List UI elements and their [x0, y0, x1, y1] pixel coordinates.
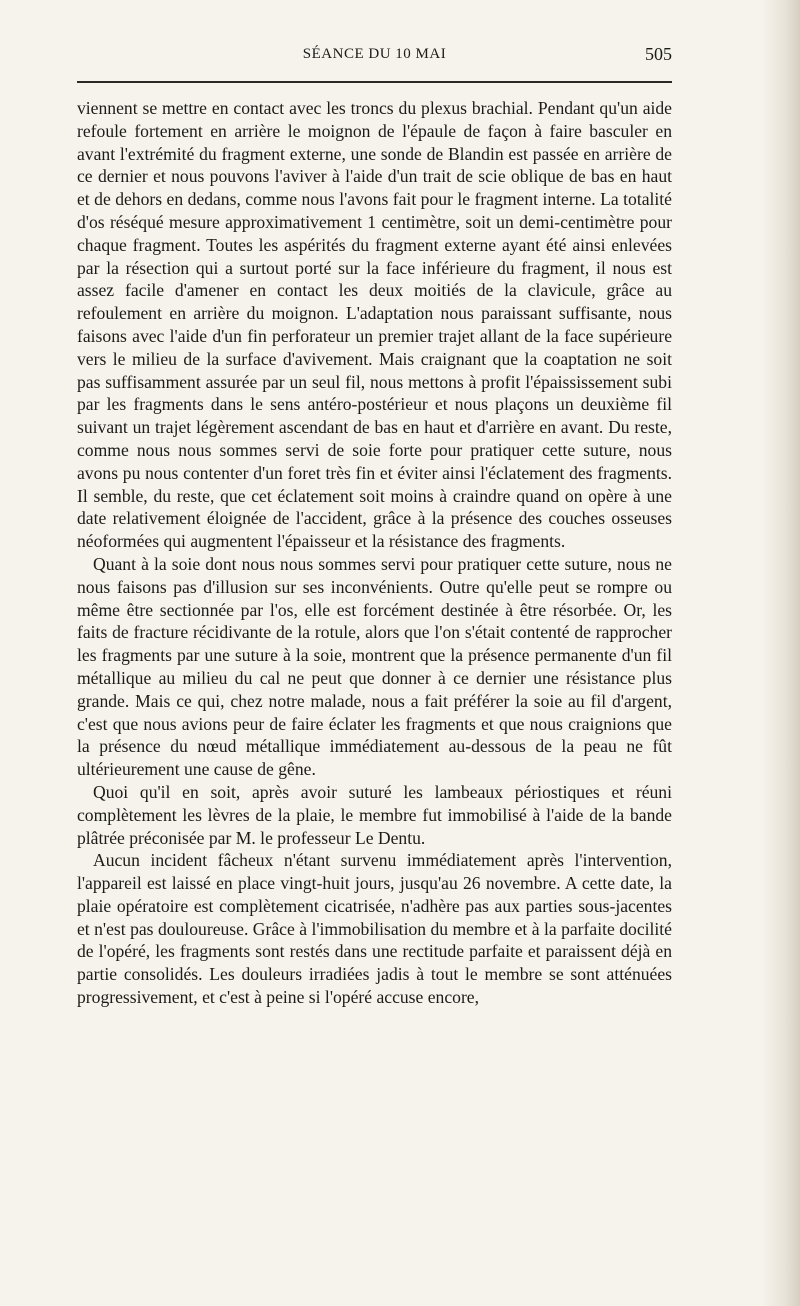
page-number: 505	[645, 44, 672, 64]
page-header	[77, 40, 672, 70]
paragraph-1: viennent se mettre en contact avec les troncs du plexus brachial. Pendant qu'un aide refoule fortement en arrière le moignon de l'épaule de façon à faire basculer en avant l'extrémité du fragment externe, une sonde de Blandin est passée en arrière de ce dernier et nous pouvons l'aviver à l'aide d'un trait de scie oblique de bas en haut et de dehors en dedans, comme nous l'avons fait pour le fragment interne. La totalité d'os réséqué mesure approximativement 1 centimètre, soit un demi-centimètre pour chaque fragment. Toutes les aspérités du fragment externe ayant été ainsi enlevées par la résection qui a surtout porté sur la face inférieure du fragment, il nous est assez facile d'amener en contact les deux moitiés de la clavicule, grâce au refoulement en arrière du moignon. L'adaptation nous paraissant suffisante, nous faisons avec l'aide d'un fin perforateur un premier trajet allant de la face supérieure vers le milieu de la surface d'avivement. Mais craignant que la coaptation ne soit pas suffisamment assurée par un seul fil, nous mettons à profit l'épaississement subi par les fragments dans le sens antéro-postérieur et nous plaçons un deuxième fil suivant un trajet légèrement ascendant de bas en haut et d'arrière en avant. Du reste, comme nous nous sommes servi de soie forte pour pratiquer cette suture, nous avons pu nous contenter d'un foret très fin et éviter ainsi l'éclatement des fragments. Il semble, du reste, que cet éclatement soit moins à craindre quand on opère à une date relativement éloignée de l'accident, grâce à la présence des couches osseuses néoformées qui augmentent l'épaisseur et la résistance des fragments.	[77, 98, 672, 552]
page-edge-shadow	[762, 0, 800, 1306]
header-rule	[77, 81, 672, 83]
paragraph-3: Quoi qu'il en soit, après avoir suturé les lambeaux périostiques et réuni complètement les lèvres de la plaie, le membre fut immobilisé à l'aide de la bande plâtrée préconisée par M. le professeur Le Dentu.	[77, 781, 672, 848]
running-title: SÉANCE DU 10 MAI	[302, 46, 447, 62]
body-text	[77, 97, 672, 1009]
paragraph-2: Quant à la soie dont nous nous sommes servi pour pratiquer cette suture, nous ne nous faisons pas d'illusion sur ses inconvénients. Outre qu'elle peut se rompre ou même être sectionnée par l'os, elle est forcément destinée à être résorbée. Or, les faits de fracture récidivante de la rotule, alors que l'on s'était contenté de rapprocher les fragments par une suture à la soie, montrent que la présence permanente d'un fil métallique au milieu du cal ne peut que donner à ce dernier une résistance plus grande. Mais ce qui, chez notre malade, nous a fait préférer la soie au fil d'argent, c'est que nous avions peur de faire éclater les fragments et que nous craignions que la présence du nœud métallique immédiatement au-dessous de la peau ne fût ultérieurement une cause de gêne.	[77, 553, 672, 780]
paragraph-4: Aucun incident fâcheux n'étant survenu immédiatement après l'intervention, l'appareil est laissé en place vingt-huit jours, jusqu'au 26 novembre. A cette date, la plaie opératoire est complètement cicatrisée, n'adhère pas aux parties sous-jacentes et n'est pas douloureuse. Grâce à l'immobilisation du membre et à la parfaite docilité de l'opéré, les fragments sont restés dans une rectitude parfaite et paraissent déjà en partie consolidés. Les douleurs irradiées jadis à tout le membre se sont atténuées progressivement, et c'est à peine si l'opéré accuse encore,	[77, 850, 672, 1008]
